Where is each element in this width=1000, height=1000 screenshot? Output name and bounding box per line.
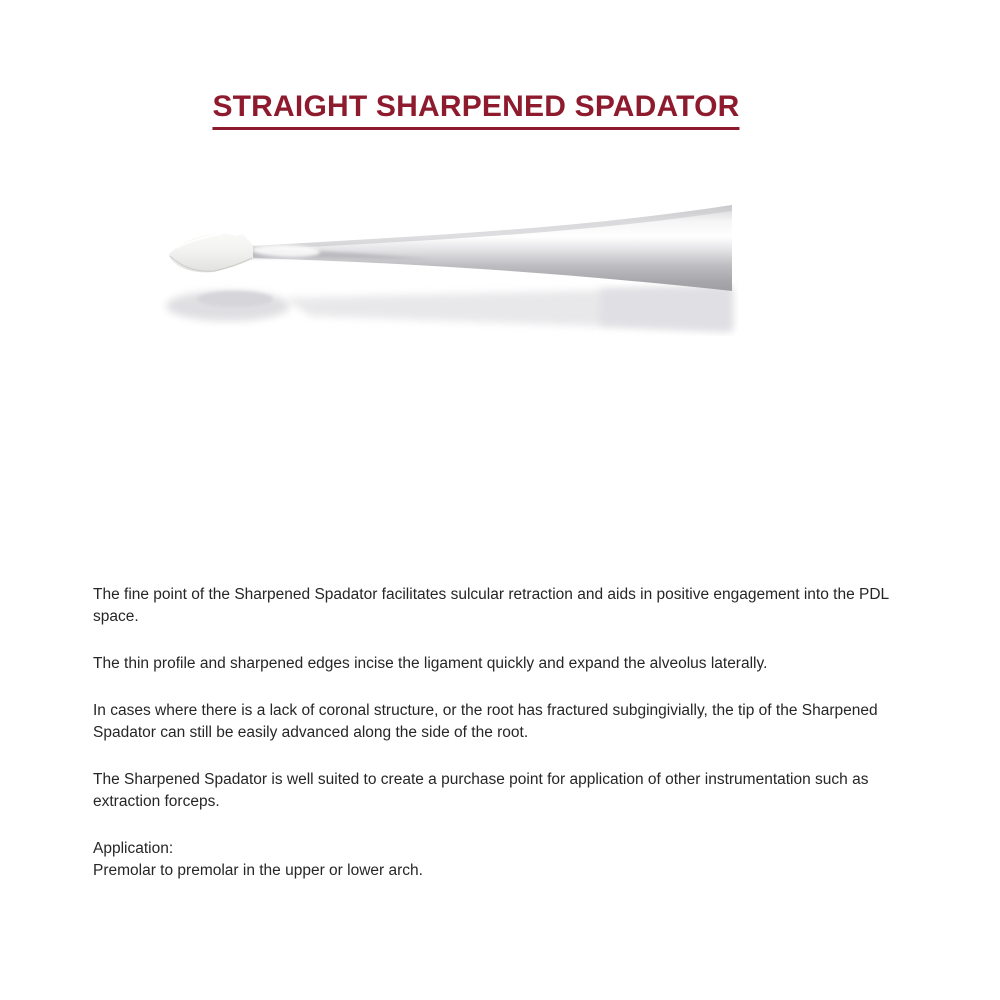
page-title — [212, 90, 739, 130]
description-paragraph-4: The Sharpened Spadator is well suited to create a purchase point for application of other instrumentation such as extraction forceps. — [93, 771, 869, 810]
application-section — [93, 838, 908, 882]
blade-shadow-core — [197, 291, 273, 307]
instrument-image — [150, 178, 740, 336]
description-block — [93, 584, 908, 907]
application-text: Premolar to premolar in the upper or lower arch. — [93, 862, 423, 879]
instrument-shadow-right — [600, 287, 732, 331]
instrument-blade — [169, 234, 253, 273]
description-paragraph-1: The fine point of the Sharpened Spadator facilitates sulcular retraction and aids in positive engagement into the PDL space. — [93, 586, 889, 625]
description-paragraph-3: In cases where there is a lack of coronal structure, or the root has fractured subgingivially, the tip of the Sharpened Spadator can still be easily advanced along the side of the root. — [93, 702, 878, 741]
page-title-text: STRAIGHT SHARPENED SPADATOR — [212, 90, 739, 130]
application-label: Application: — [93, 840, 174, 857]
description-paragraph-2: The thin profile and sharpened edges incise the ligament quickly and expand the alveolus laterally. — [93, 655, 768, 672]
